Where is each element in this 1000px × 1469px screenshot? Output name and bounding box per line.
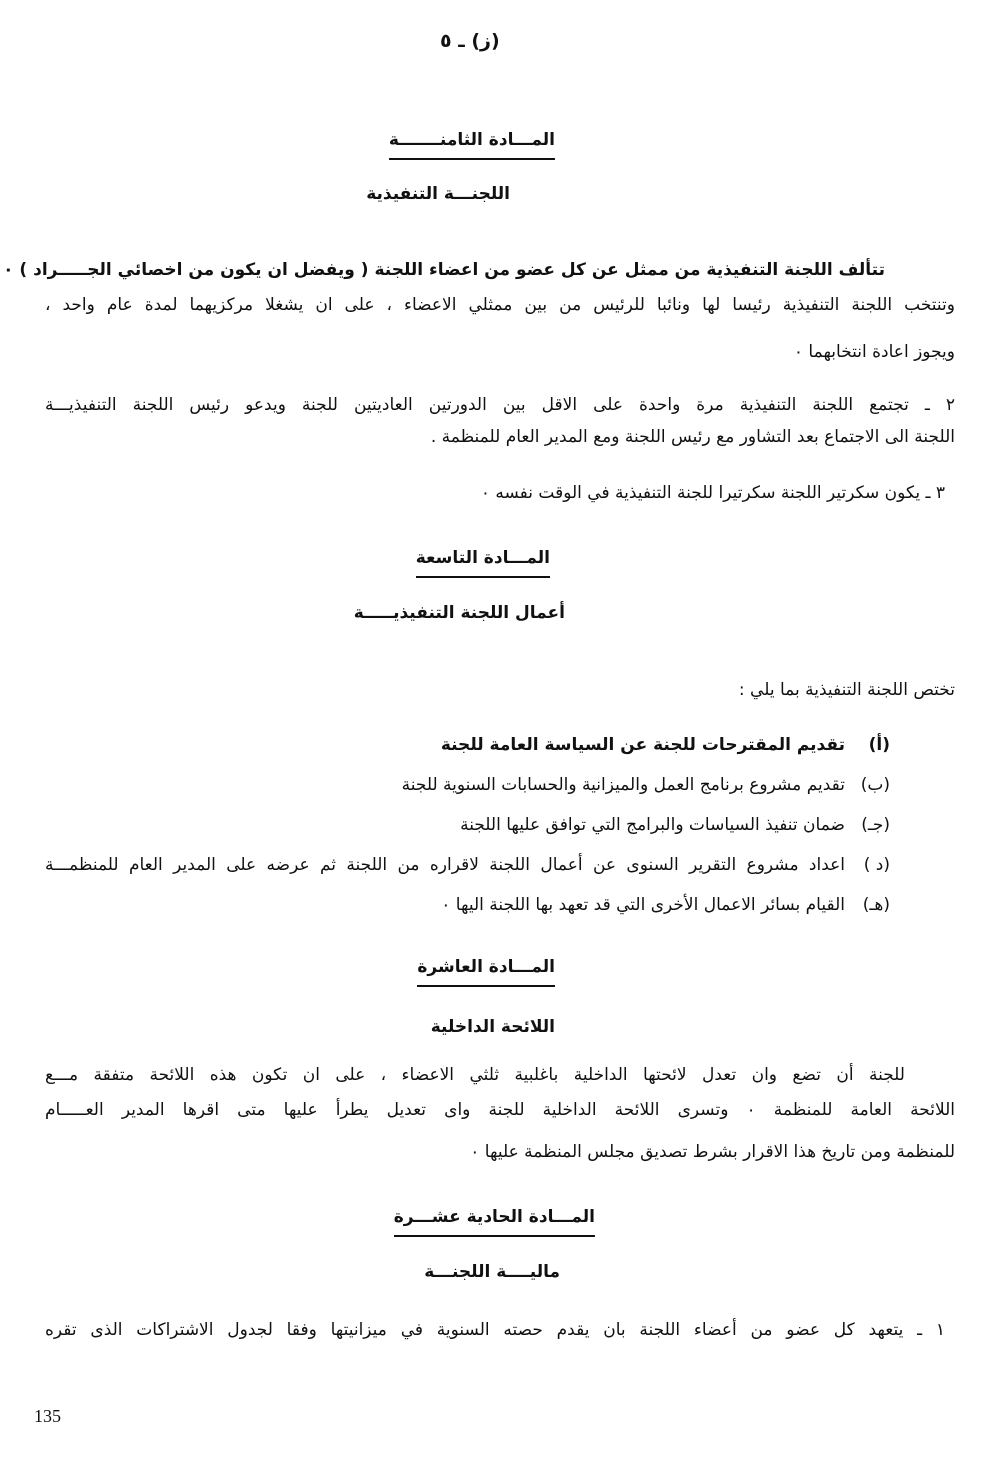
article-8-paragraph-line: وتنتخب اللجنة التنفيذية رئيسا لها ونائبا للرئيس من بين ممثلي الاعضاء ، على ان يشغلا مركزيهما لمدة عام واحد ،: [45, 295, 955, 315]
list-item-text: تقديم المقترحات للجنة عن السياسة العامة للجنة: [440, 735, 845, 755]
list-item-text: تقديم مشروع برنامج العمل والميزانية والحسابات السنوية للجنة: [401, 775, 845, 795]
article-8-item-2-line: اللجنة الى الاجتماع بعد التشاور مع رئيس اللجنة ومع المدير العام للمنظمة .: [430, 427, 955, 447]
article-10-title: المـــادة العاشرة: [417, 955, 555, 987]
article-10-paragraph-line: اللائحة العامة للمنظمة ٠ وتسرى اللائحة الداخلية للجنة واى تعديل يطرأ عليها متى اقرها المدير العـــــام: [45, 1100, 955, 1120]
article-9-title: المـــادة التاسعة: [416, 546, 550, 578]
list-item-text: القيام بسائر الاعمال الأخرى التي قد تعهد بها اللجنة اليها ٠: [441, 895, 845, 915]
article-10-paragraph-line: للجنة أن تضع وان تعدل لائحتها الداخلية باغلبية ثلثي الاعضاء ، على ان تكون هذه اللائحة متفقة مـــع: [45, 1065, 905, 1085]
article-11-item-1: ١ ـ يتعهد كل عضو من أعضاء اللجنة بان يقدم حصته السنوية في ميزانيتها وفقا لجدول الاشتراكات الذى تقره: [45, 1320, 945, 1340]
list-item-mark: (ب): [860, 775, 890, 795]
article-11-subtitle: ماليــــة اللجنـــة: [424, 1262, 560, 1282]
article-8-title: المـــادة الثامنـــــــة: [389, 128, 555, 160]
article-9-subtitle: أعمال اللجنة التنفيذيـــــة: [353, 603, 565, 623]
list-item-mark: (أ): [868, 735, 890, 755]
page-header: (ز) ـ ٥: [440, 30, 500, 52]
page-number: 135: [34, 1406, 61, 1426]
article-10-paragraph-line: للمنظمة ومن تاريخ هذا الاقرار بشرط تصديق مجلس المنظمة عليها ٠: [470, 1142, 955, 1162]
list-item-mark: (جـ): [861, 815, 890, 835]
article-8-paragraph-line: تتألف اللجنة التنفيذية من ممثل عن كل عضو من اعضاء اللجنة ( ويفضل ان يكون من اخصائي الجـــــراد ) ٠: [3, 260, 885, 280]
article-8-item-3: ٣ ـ يكون سكرتير اللجنة سكرتيرا للجنة التنفيذية في الوقت نفسه ٠: [480, 483, 945, 503]
article-8-subtitle: اللجنـــة التنفيذية: [366, 184, 510, 204]
article-9-intro: تختص اللجنة التنفيذية بما يلي :: [738, 680, 955, 700]
list-item-mark: (د ): [863, 855, 890, 875]
article-8-paragraph-line: ويجوز اعادة انتخابهما ٠: [793, 342, 955, 362]
article-10-subtitle: اللائحة الداخلية: [430, 1017, 555, 1037]
list-item-text: ضمان تنفيذ السياسات والبرامج التي توافق عليها اللجنة: [460, 815, 845, 835]
list-item-text: اعداد مشروع التقرير السنوى عن أعمال اللجنة لاقراره من اللجنة ثم عرضه على المدير العام للمنظمـــة: [45, 855, 845, 875]
article-8-item-2-line: ٢ ـ تجتمع اللجنة التنفيذية مرة واحدة على الاقل بين الدورتين العاديتين للجنة ويدعو رئيس اللجنة التنفيذيـــة: [45, 395, 955, 415]
article-11-title: المـــادة الحادية عشـــرة: [394, 1205, 595, 1237]
list-item-mark: (هـ): [862, 895, 890, 915]
